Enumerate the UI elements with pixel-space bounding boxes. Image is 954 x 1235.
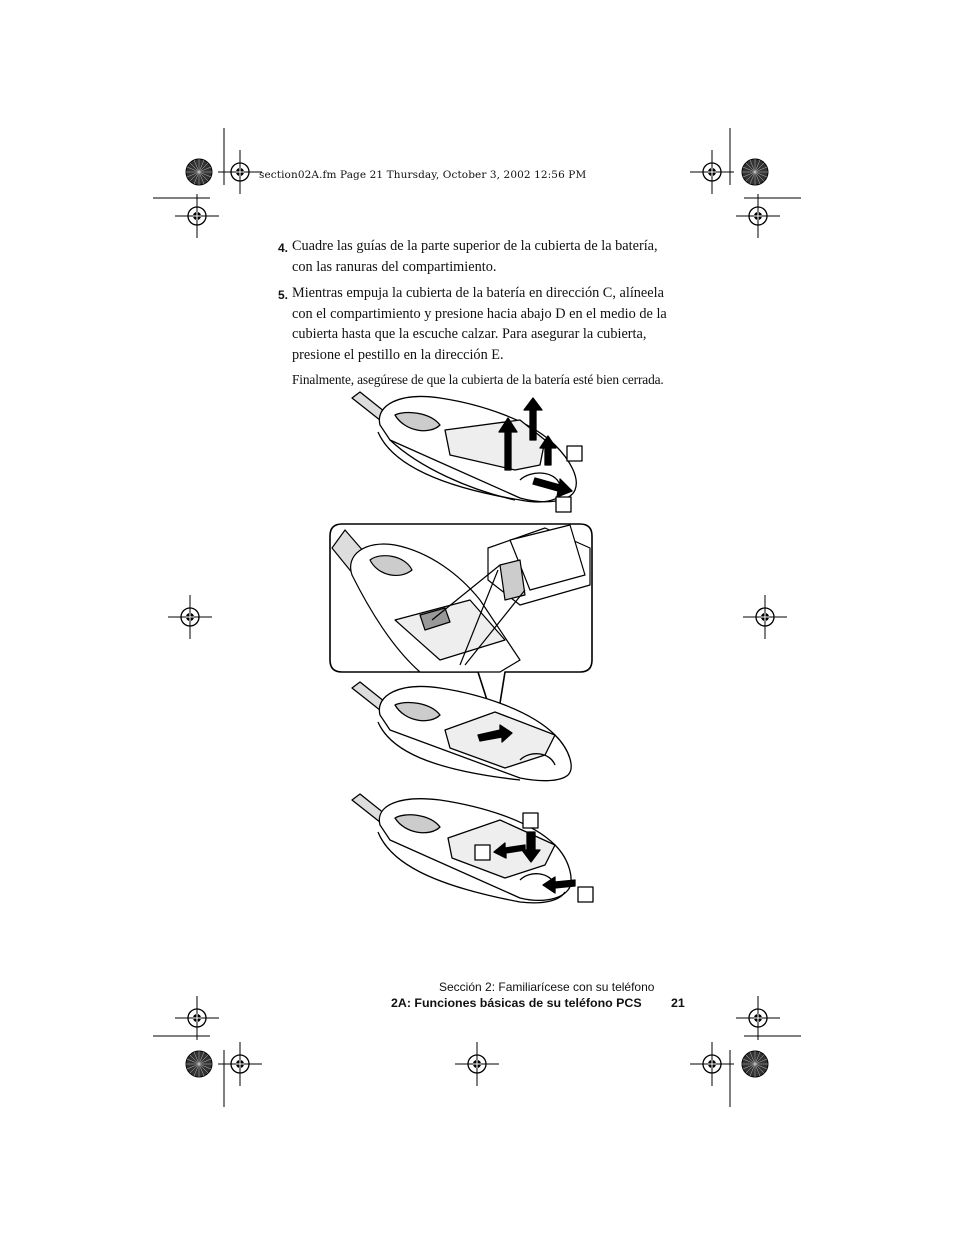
- step-text: Mientras empuja la cubierta de la batería en dirección C, alíneela con el compartimiento y presione hacia abajo D en el medio de la cubierta hasta que la escuche calzar. Para asegurar la cubierta, presione el pestillo en la dirección E.: [292, 285, 667, 363]
- footer-section: Sección 2: Familiarícese con su teléfono: [439, 980, 655, 994]
- step-4: [278, 236, 668, 277]
- phone-illustration-middle: [352, 682, 571, 781]
- print-slug: section02A.fm Page 21 Thursday, October 3, 2002 12:56 PM: [259, 169, 587, 181]
- step-number: 4.: [278, 241, 289, 255]
- step-5: [278, 283, 668, 365]
- phone-illustration-bottom: [352, 794, 593, 903]
- page-number: 21: [671, 996, 685, 1010]
- step-text: Cuadre las guías de la parte superior de la cubierta de la batería, con las ranuras del compartimiento.: [292, 238, 658, 275]
- footer-chapter: 2A: Funciones básicas de su teléfono PCS: [391, 996, 642, 1010]
- closing-note: Finalmente, asegúrese de que la cubierta de la batería esté bien cerrada.: [292, 372, 664, 387]
- phone-illustration-top: [352, 392, 582, 512]
- step-number: 5.: [278, 288, 289, 302]
